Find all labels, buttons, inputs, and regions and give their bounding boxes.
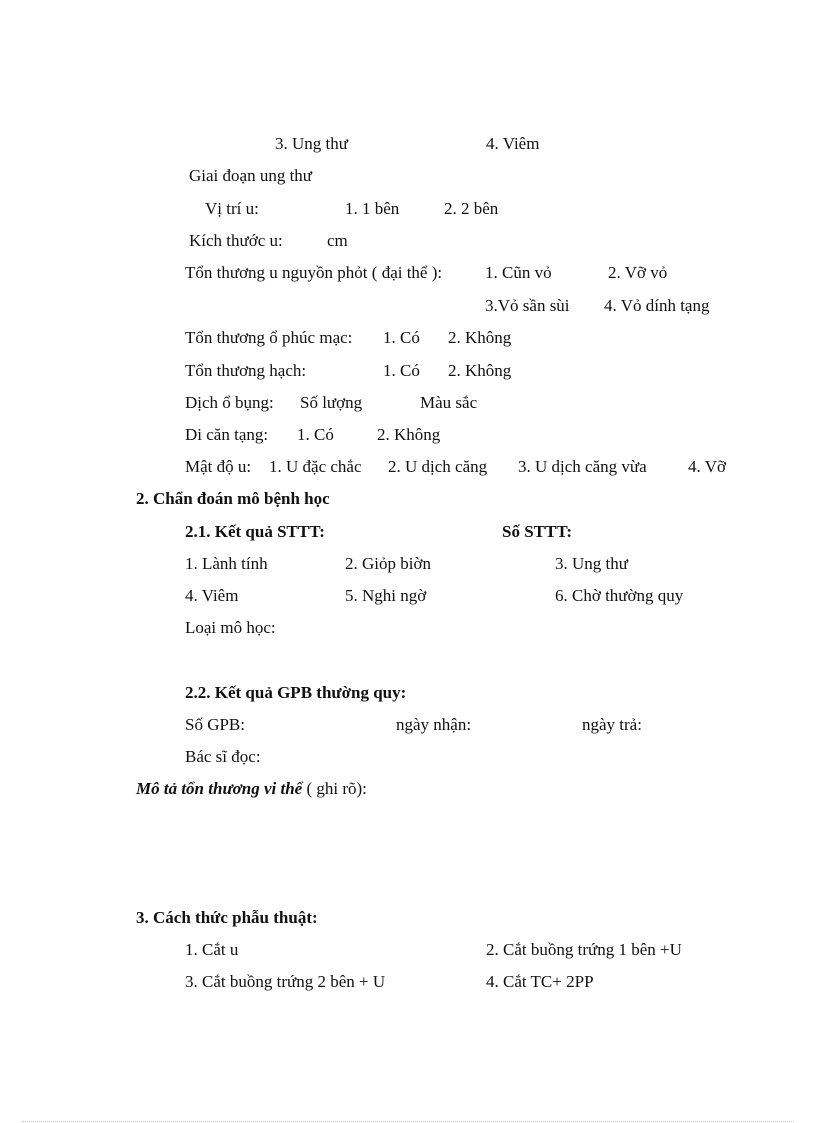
surgery-option-1: 1. Cắt u — [185, 940, 239, 959]
surgery-option-3: 3. Cắt buồng trứng 2 bên + U — [185, 972, 386, 991]
ascites-quantity: Số lượng — [300, 393, 363, 412]
location-two-sides: 2. 2 bên — [444, 199, 499, 218]
density-solid: 1. U đặc chắc — [269, 457, 362, 476]
tumor-size-label: Kích thước u: — [189, 231, 283, 250]
tumor-size-unit: cm — [327, 231, 348, 250]
result-benign: 1. Lành tính — [185, 554, 268, 573]
routine-pathology-heading: 2.2. Kết quả GPB thường quy: — [185, 683, 407, 702]
location-one-side: 1. 1 bên — [345, 199, 400, 218]
result-suspicious: 5. Nghi ngờ — [345, 586, 427, 605]
density-ruptured: 4. Vỡ — [688, 457, 726, 476]
received-date-label: ngày nhận: — [396, 715, 472, 734]
histology-type-label: Loại mô học: — [185, 618, 276, 637]
ascites-color: Màu sắc — [420, 393, 478, 412]
page-bottom-rule — [22, 1121, 794, 1122]
option-inflammation: 4. Viêm — [486, 134, 540, 153]
capsule-ruptured: 2. Vỡ vỏ — [608, 263, 668, 282]
frozen-section-number-label: Số STTT: — [502, 522, 573, 541]
capsule-adherent: 4. Vỏ dính tạng — [604, 296, 710, 315]
result-inflammation: 4. Viêm — [185, 586, 239, 605]
option-cancer: 3. Ung thư — [275, 134, 348, 153]
gpb-number-label: Số GPB: — [185, 715, 245, 734]
primary-lesion-label: Tổn thương u nguyồn phỏt ( đại thể ): — [185, 263, 443, 282]
peritoneal-yes: 1. Có — [383, 328, 420, 347]
metastasis-no: 2. Không — [377, 425, 441, 444]
lymph-yes: 1. Có — [383, 361, 420, 380]
metastasis-yes: 1. Có — [297, 425, 334, 444]
frozen-section-heading: 2.1. Kết quả STTT: — [185, 522, 325, 541]
micro-description-line — [136, 779, 367, 799]
peritoneal-lesion-label: Tổn thương ổ phúc mạc: — [185, 328, 353, 347]
peritoneal-no: 2. Không — [448, 328, 512, 347]
capsule-rough: 3.Vỏ sần sùi — [485, 296, 570, 315]
surgery-option-2: 2. Cắt buồng trứng 1 bên +U — [486, 940, 682, 959]
result-await-routine: 6. Chờ thường quy — [555, 586, 684, 605]
density-cystic-tense: 2. U dịch căng — [388, 457, 488, 476]
metastasis-label: Di căn tạng: — [185, 425, 269, 444]
return-date-label: ngày trả: — [582, 715, 642, 734]
cancer-stage-label: Giai đoạn ung thư — [189, 166, 313, 185]
lymph-node-label: Tổn thương hạch: — [185, 361, 307, 380]
surgery-option-4: 4. Cắt TC+ 2PP — [486, 972, 594, 991]
pathology-heading: 2. Chẩn đoán mô bệnh học — [136, 489, 330, 508]
density-cystic-moderate: 3. U dịch căng vừa — [518, 457, 647, 476]
micro-description-note: ( ghi rõ): — [302, 779, 367, 798]
tumor-density-label: Mật độ u: — [185, 457, 252, 476]
result-cancer: 3. Ung thư — [555, 554, 628, 573]
result-borderline: 2. Giỏp biờn — [345, 554, 431, 573]
micro-description-label: Mô tả tổn thương vi thể — [136, 779, 303, 798]
ascites-label: Dịch ổ bụng: — [185, 393, 274, 412]
reading-doctor-label: Bác sĩ đọc: — [185, 747, 261, 766]
capsule-intact: 1. Cũn vỏ — [485, 263, 552, 282]
tumor-location-label: Vị trí u: — [205, 199, 259, 218]
lymph-no: 2. Không — [448, 361, 512, 380]
surgery-heading: 3. Cách thức phẫu thuật: — [136, 908, 318, 927]
